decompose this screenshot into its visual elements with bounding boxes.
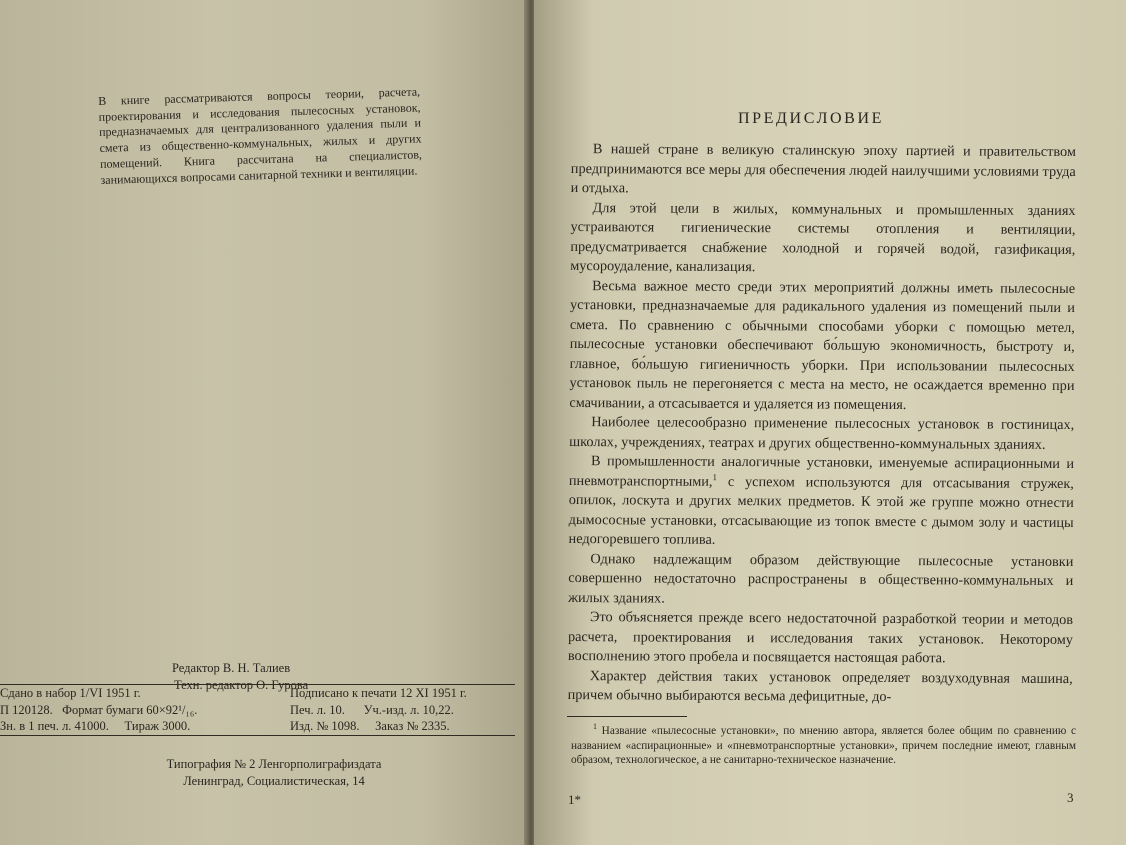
imprint-cell: Печ. л. 10. Уч.-изд. л. 10,22. xyxy=(290,702,454,717)
imprint-cell: Зн. в 1 печ. л. 41000. Тираж 3000. xyxy=(0,719,191,733)
paragraph-text: с успехом используются для отсасывания стружек, опилок, лоскута и других мелких предметов. К этой же группе можно отнести дымососные установки, отсасывающие из топок вместе с дымом золу и частицы недогоревшего топлива. xyxy=(568,473,1074,548)
paragraph: Для этой цели в жилых, коммунальных и промышленных зданиях устраиваются гигиенические системы отопления и вентиляции, предусматривается снабжение холодной и горячей водой, газификация, мусороудаление, канализация. xyxy=(570,199,1076,276)
paragraph: Весьма важное место среди этих мероприятий должны иметь пылесосные установки, предназначаемые для радикального удаления из помещений пыли и смета. По сравнению с обычными способами уборки с помощью метел, пылесосные установки обеспечивают бо́льшую экономичность, быстроту и, главное, бо́льшую гигиеничность уборки. При использовании пылесосных установок пыль не перегоняется с места на место, не осаждается временно при смачивании, а отсасывается и удаляется из помещения. xyxy=(569,277,1076,413)
printing-address: Ленинград, Социалистическая, 14 xyxy=(183,774,365,788)
left-page xyxy=(0,0,528,845)
page-number: 3 xyxy=(1067,790,1074,805)
paragraph-text: В промышленности аналогичные установки, именуемые аспирационными и пневмотранспортными, xyxy=(568,453,1075,490)
paragraph: Наиболее целесообразно применение пылесосных установок в гостиницах, школах, учреждениях, театрах и других общественно-коммунальных зданиях. xyxy=(569,414,1075,453)
paragraph: Характер действия таких установок определяет воздуходувная машина, причем обычно выбираются весьма дефицитные, до- xyxy=(567,667,1073,705)
paragraph: Однако надлежащим образом действующие пылесосные установки совершенно недостаточно распространены в общественно-коммунальных и жилых зданиях. xyxy=(568,550,1074,607)
preface-title: ПРЕДИСЛОВИЕ xyxy=(738,110,884,127)
book-annotation: В книге рассматриваются вопросы теории, расчета, проектирования и исследования пылесосных установок, предназначаемых для централизованного удаления пыли и смета из общественно-коммунальных, жилых и других помещений. Книга рассчитана на специалистов, занимающихся вопросами санитарной техники и вентиляции. xyxy=(98,84,423,187)
footnote-body: Название «пылесосные установки», по мнению автора, является более общим по сравнению с названием «аспирационные» и «пневмотранспортные установки», причем последние имеют, главным образом, технологическое, а не санитарно-техническое назначение. xyxy=(571,725,1076,766)
imprint-cell: Изд. № 1098. Заказ № 2335. xyxy=(290,719,450,733)
paragraph xyxy=(568,452,1074,553)
tech-editor-line: Техн. редактор О. Гурова xyxy=(174,678,309,692)
footnote-text xyxy=(571,724,1076,768)
footnote-mark: 1 xyxy=(593,722,597,732)
imprint-row xyxy=(0,718,515,735)
footnote-reference: 1 xyxy=(712,471,718,482)
imprint-cell: Сдано в набор 1/VI 1951 г. xyxy=(0,686,141,700)
imprint-table xyxy=(0,684,515,736)
printing-house: Типография № 2 Ленгорполиграфиздата xyxy=(166,757,382,771)
imprint-row xyxy=(0,702,515,719)
printing-house-block xyxy=(114,756,434,790)
imprint-cell: Подписано к печати 12 XI 1951 г. xyxy=(290,686,467,700)
footnote-rule xyxy=(567,716,687,717)
imprint-cell: П 120128. Формат бумаги 60×92¹/₁₆. xyxy=(0,702,198,717)
paragraph: Это объясняется прежде всего недостаточной разработкой теории и методов расчета, проектирования и исследования таких установок. Некоторому восполнению этого пробела и посвящается настоящая работа. xyxy=(567,609,1074,667)
footnote xyxy=(571,724,1076,768)
preface-body xyxy=(568,140,1076,709)
paragraph: В нашей стране в великую сталинскую эпоху партией и правительством предпринимаются все меры для обеспечения людей наилучшими условиями труда и отдыха. xyxy=(570,141,1076,197)
editor-line: Редактор В. Н. Талиев xyxy=(172,661,291,675)
imprint-row xyxy=(0,685,515,702)
printer-signature: 1* xyxy=(568,792,581,807)
